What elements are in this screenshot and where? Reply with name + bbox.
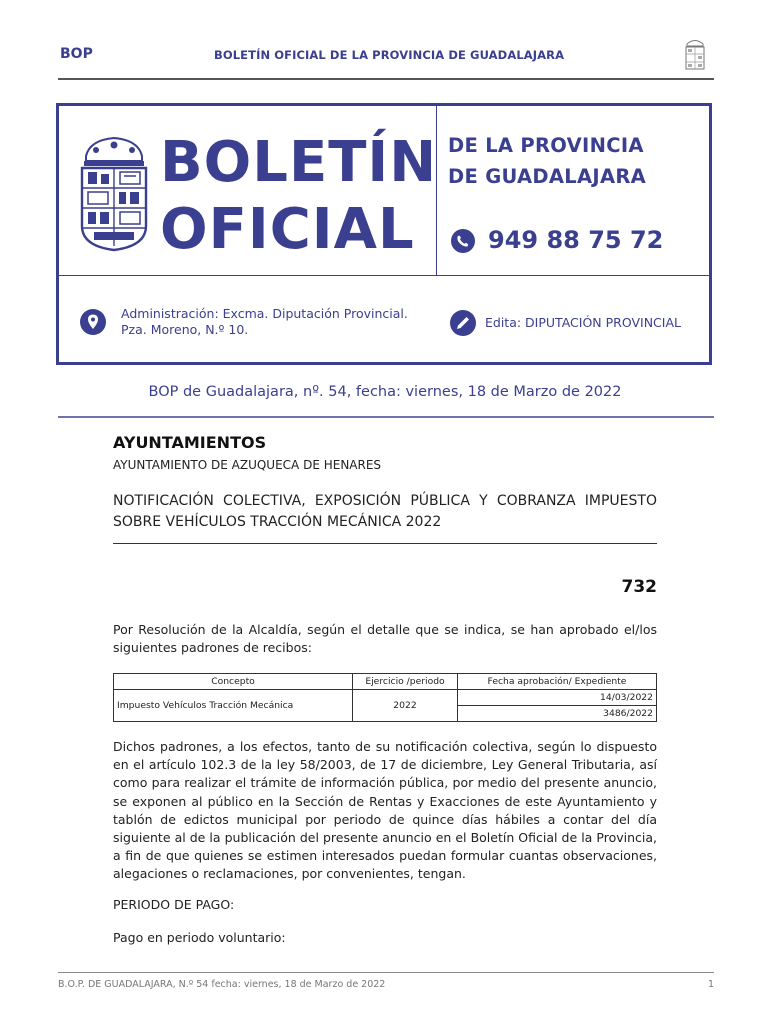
administration-info — [121, 306, 408, 338]
table-header: Fecha aprobación/ Expediente — [458, 674, 657, 690]
page-number: 1 — [707, 979, 714, 990]
location-pin-icon — [80, 309, 106, 335]
coat-of-arms-small-icon — [682, 36, 708, 74]
phone-number: 949 88 75 72 — [488, 226, 664, 254]
table-cell-expediente: 3486/2022 — [458, 706, 657, 722]
administration-line2: Pza. Moreno, N.º 10. — [121, 322, 249, 337]
top-divider — [58, 78, 714, 80]
table-cell-period: 2022 — [353, 690, 458, 722]
masthead-divider — [59, 275, 709, 276]
notice-title: NOTIFICACIÓN COLECTIVA, EXPOSICIÓN PÚBLICA Y COBRANZA IMPUESTO SOBRE VEHÍCULOS TRACCIÓN MECÁNICA 2022 — [113, 493, 657, 530]
notice-divider — [113, 543, 657, 544]
issue-subheader: BOP de Guadalajara, nº. 54, fecha: viernes, 18 de Marzo de 2022 — [148, 384, 622, 400]
section-title: AYUNTAMIENTOS — [113, 433, 267, 452]
header-title: BOLETÍN OFICIAL DE LA PROVINCIA DE GUADALAJARA — [214, 48, 565, 62]
table-cell-concept: Impuesto Vehículos Tracción Mecánica — [114, 690, 353, 722]
footer-divider — [58, 972, 714, 973]
bop-label: BOP — [60, 46, 93, 62]
administration-line1: Administración: Excma. Diputación Provincial. — [121, 306, 408, 321]
paragraph-payment-period: PERIODO DE PAGO: — [113, 897, 235, 912]
publisher-label: Edita: DIPUTACIÓN PROVINCIAL — [485, 315, 681, 330]
masthead-province-line1: DE LA PROVINCIA — [448, 134, 644, 157]
paragraph-exposure: Dichos padrones, a los efectos, tanto de su notificación colectiva, según lo dispuesto en el artículo 102.3 de la ley 58/2003, de 17 de diciembre, Ley General Tributaria, así como para realizar el trámite de información pública, por medio del presente anuncio, se exponen al público en la Sección de Rentas y Exacciones de este Ayuntamiento y tablón de edictos municipal por periodo de quince días hábiles a contar del día siguiente al de la publicación del presente anuncio en el Boletín Oficial de la Provincia, a fin de que quienes se estimen interesados puedan formular cuantas observaciones, alegaciones o reclamaciones, por convenientes, tengan. — [113, 739, 657, 882]
footer-text: B.O.P. DE GUADALAJARA, N.º 54 fecha: viernes, 18 de Marzo de 2022 — [58, 979, 386, 990]
paragraph-intro: Por Resolución de la Alcaldía, según el detalle que se indica, se han aprobado el/los siguientes padrones de recibos: — [113, 622, 657, 656]
subheader-divider — [58, 416, 714, 418]
notice-number: 732 — [621, 577, 657, 597]
phone-icon — [451, 229, 475, 253]
padrones-table — [113, 673, 657, 722]
pen-icon — [450, 310, 476, 336]
masthead-province-line2: DE GUADALAJARA — [448, 165, 647, 188]
table-row — [114, 690, 657, 706]
masthead-word-oficial: OFICIAL — [160, 197, 415, 262]
table-header-row — [114, 674, 657, 690]
table-cell-date: 14/03/2022 — [458, 690, 657, 706]
masthead-word-boletin: BOLETÍN — [160, 130, 438, 195]
table-header: Ejercicio /periodo — [353, 674, 458, 690]
paragraph-voluntary-payment: Pago en periodo voluntario: — [113, 930, 286, 945]
coat-of-arms-icon — [76, 134, 152, 252]
entity-name: AYUNTAMIENTO DE AZUQUECA DE HENARES — [113, 458, 382, 472]
table-header: Concepto — [114, 674, 353, 690]
